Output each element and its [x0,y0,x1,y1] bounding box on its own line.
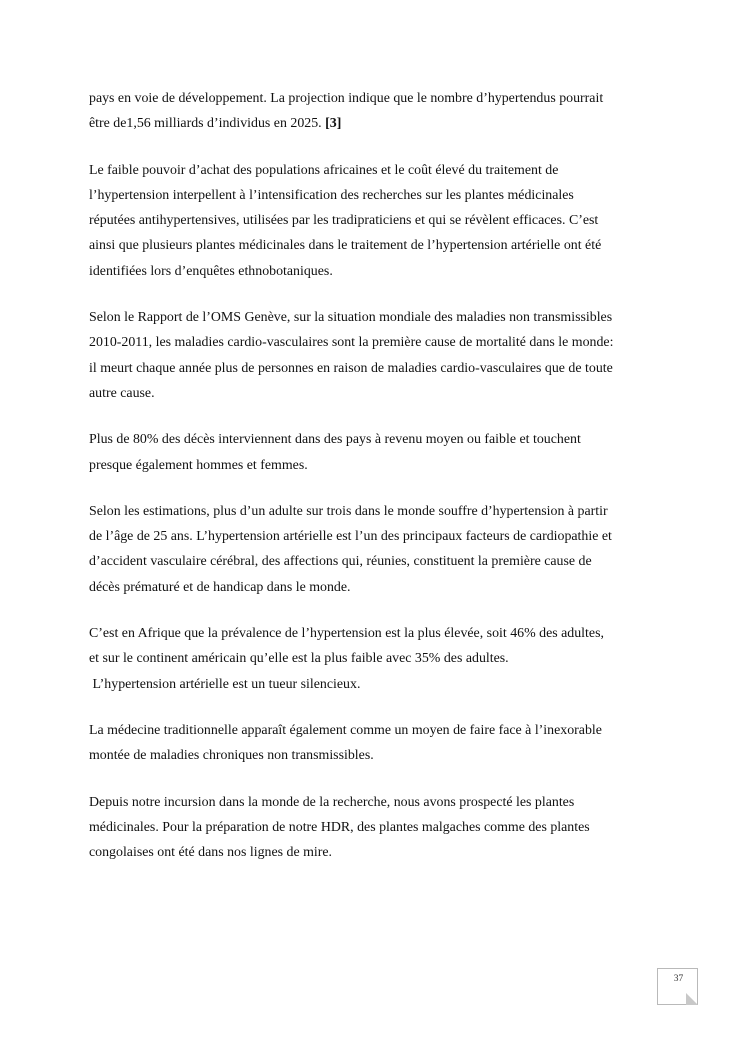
text-line: Selon le Rapport de l’OMS Genève, sur la situation mondiale des maladies non transmissibles [89,310,613,326]
page-curl-icon [686,993,698,1005]
text-line: autre cause. [89,385,155,401]
text-line: congolaises ont été dans nos lignes de mire. [89,845,333,861]
text-line: Selon les estimations, plus d’un adulte sur trois dans le monde souffre d’hypertension à partir [89,503,608,519]
text-line: L’hypertension artérielle est un tueur silencieux. [89,676,361,692]
citation-reference: [3] [325,116,342,132]
text-line: C’est en Afrique que la prévalence de l’hypertension est la plus élevée, soit 46% des adultes, [89,626,604,642]
text-line: Plus de 80% des décès interviennent dans des pays à revenu moyen ou faible et touchent [89,432,581,448]
paragraph-3 [89,305,656,406]
text-line: décès prématuré et de handicap dans le monde. [89,579,351,595]
paragraph-7 [89,718,656,769]
text-line: pays en voie de développement. La projection indique que le nombre d’hypertendus pourrait [89,91,604,106]
body-text [89,86,656,886]
text-line: ainsi que plusieurs plantes médicinales dans le traitement de l’hypertension artérielle ont été [89,238,602,254]
page-number-box [657,968,698,1005]
text-line: il meurt chaque année plus de personnes en raison de maladies cardio-vasculaires que de toute [89,360,613,376]
text-line: l’hypertension interpellent à l’intensification des recherches sur les plantes médicinales [89,187,574,203]
text-line: La médecine traditionnelle apparaît également comme un moyen de faire face à l’inexorable [89,722,602,738]
paragraph-8 [89,790,656,866]
text-line: 2010-2011, les maladies cardio-vasculaires sont la première cause de mortalité dans le monde: [89,335,614,351]
text-line [89,111,656,136]
text-line: médicinales. Pour la préparation de notre HDR, des plantes malgaches comme des plantes [89,819,590,835]
text-line: presque également hommes et femmes. [89,457,308,473]
paragraph-5 [89,499,656,600]
text-line: identifiées lors d’enquêtes ethnobotaniques. [89,263,333,279]
text-line: d’accident vasculaire cérébral, des affections qui, réunies, constituent la première cause de [89,554,592,570]
page-number: 37 [673,974,684,984]
text-line: de l’âge de 25 ans. L’hypertension artérielle est l’un des principaux facteurs de cardiopathie et [89,529,612,545]
text-line: Le faible pouvoir d’achat des populations africaines et le coût élevé du traitement de [89,162,559,178]
paragraph-4 [89,427,656,478]
text-line: réputées antihypertensives, utilisées par les tradipraticiens et qui se révèlent efficaces. C’est [89,213,599,229]
text-line: et sur le continent américain qu’elle est la plus faible avec 35% des adultes. [89,651,509,667]
text-line: montée de maladies chroniques non transmissibles. [89,748,374,764]
paragraph-2 [89,158,656,284]
paragraph-1 [89,86,656,137]
text-line: Depuis notre incursion dans la monde de la recherche, nous avons prospecté les plantes [89,794,575,810]
text-fragment: être de1,56 milliards d’individus en 2025. [89,116,322,132]
paragraph-6 [89,621,656,697]
